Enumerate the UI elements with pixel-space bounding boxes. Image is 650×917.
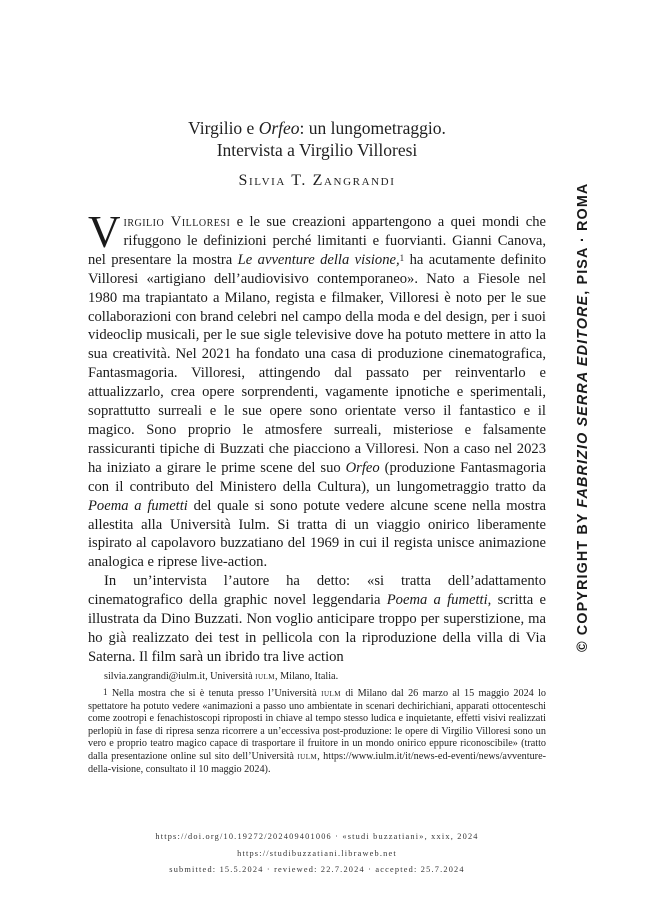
footnote-text: Nella mostra che si è tenuta presso l’Università [107, 688, 322, 699]
paragraph [88, 207, 547, 572]
exhibit-title: Le avventure della visione, [237, 251, 400, 268]
doi-line[interactable]: https://doi.org/10.19272/202409401006 · «studi buzzatiani», xxix, 2024 [155, 832, 479, 841]
body-text: (produzione Fantasmagoria con il contributo del Ministero della Cultura), un lungometraggio tratto da [88, 459, 546, 495]
author-name: Silvia T. Zangrandi [238, 172, 396, 189]
footnote-smallcaps: iulm [297, 750, 318, 762]
article-title [92, 117, 542, 161]
drop-cap: V [88, 207, 121, 257]
body-text: ha acutamente definito Villoresi «artigiano dell’audiovisivo contemporaneo». Nato a Fiesole nel 1980 ma trapiantato a Milano, regista e filmaker, Villoresi è noto per le sue collaborazioni con brand celebri nel campo della moda e del design, per i suoi videoclip musicali, per le sue sigle televisive dove ha potuto mettere in atto la sua creatività. Nel 2021 ha fondato una casa di produzione cinematografica, Fantasmagoria. Villoresi, attingendo dal passato per reinventarlo e attualizzarlo, crea opere sorprendenti, vagamente ipnotiche e sperimentali, soprattutto surreali e le sue opere sono orientate verso il fantastico e il magico. Sono proprio le atmosfere surreali, misteriose e falsamente rassicuranti tipiche di Buzzati che piacciono a Villoresi. Non a caso nel 2023 ha iniziato a girare le prime scene del suo [88, 251, 546, 476]
body-text: , scritta e illustrata da Dino Buzzati. Non voglio anticipare troppo per superstizione, ma ho già realizzato dei test in pellicola con la riproduzione della villa di Via Saterna. Il film sarà un ibrido tra live action [88, 592, 546, 665]
copyright-text: , PISA · ROMA [575, 182, 591, 295]
university-smallcaps: iulm [255, 671, 276, 682]
publisher-name: FABRIZIO SERRA EDITORE [575, 294, 591, 508]
title-text: Virgilio e [188, 118, 259, 138]
footnote-1 [88, 688, 546, 776]
footnote [88, 688, 546, 776]
footnote-text: di Milano dal 26 marzo al 15 maggio 2024 lo spettatore ha potuto vedere «animazioni a passo uno ambientate in scenari dechirichiani, apparati ottocenteschi come zootropi e fenachistoscopi riproposti in chiave al tempo stesso ludica e inquietante, effetti visivi realizzati perlopiù in fase di ripresa senza ricorrere a un’eccessiva post-produzione: le opere di Virgilio Villoresi sono un vero e proprio teatro magico capace di trasportare il fruitore in un mondo onirico eppure riconoscibile» (tratto dalla presentazione online sul sito dell’Università [88, 688, 546, 762]
copyright-notice [575, 182, 591, 652]
title-line-1 [92, 117, 542, 139]
footnote-ref[interactable]: 1 [399, 252, 405, 263]
book-title: Poema a fumetti [88, 497, 188, 514]
article-body [88, 207, 547, 667]
journal-url-line[interactable]: https://studibuzzatiani.libraweb.net [237, 848, 397, 858]
author-affiliation [104, 670, 544, 683]
title-text: : un lungometraggio. [299, 118, 446, 138]
author-email[interactable]: silvia.zangrandi@iulm.it [104, 671, 206, 682]
book-title: Poema a fumetti [386, 592, 488, 609]
footnote-number: 1 [103, 687, 108, 697]
title-line-2: Intervista a Virgilio Villoresi [216, 140, 418, 160]
publication-metadata [88, 829, 546, 879]
body-text: e le sue creazioni appartengono a quei mondi che rifuggono le definizioni perché limitanti e fuorvianti. Gianni Canova, nel presentare la mostra [88, 214, 546, 268]
film-title: Orfeo [345, 459, 380, 476]
body-text: In un’intervista l’autore ha detto: «si tratta dell’adattamento cinematografico della graphic novel leggendaria [88, 573, 546, 609]
title-italic-orfeo: Orfeo [258, 118, 300, 138]
paragraph [88, 572, 546, 667]
body-text: del quale si sono potute vedere alcune scene nella mostra allestita alla Università Iulm. Si tratta di un viaggio onirico liberamente ispirato al capolavoro buzzatiano del 1969 in cui il regista unisce animazione analogica e riprese live-action. [88, 497, 547, 571]
submission-dates-line: submitted: 15.5.2024 · reviewed: 22.7.2024 · accepted: 25.7.2024 [169, 865, 465, 875]
author-lead-smallcaps: irgilio Villoresi [123, 214, 231, 230]
affiliation-text: , Milano, Italia. [275, 671, 339, 682]
footnote-smallcaps: iulm [321, 688, 342, 699]
copyright-text: © COPYRIGHT BY [575, 507, 591, 652]
affiliation-text: , Università [205, 671, 256, 682]
footnote-text: , https://www.iulm.it/it/news-ed-eventi/news/avventure-della-visione, consultato il 10 maggio 2024). [88, 750, 546, 775]
